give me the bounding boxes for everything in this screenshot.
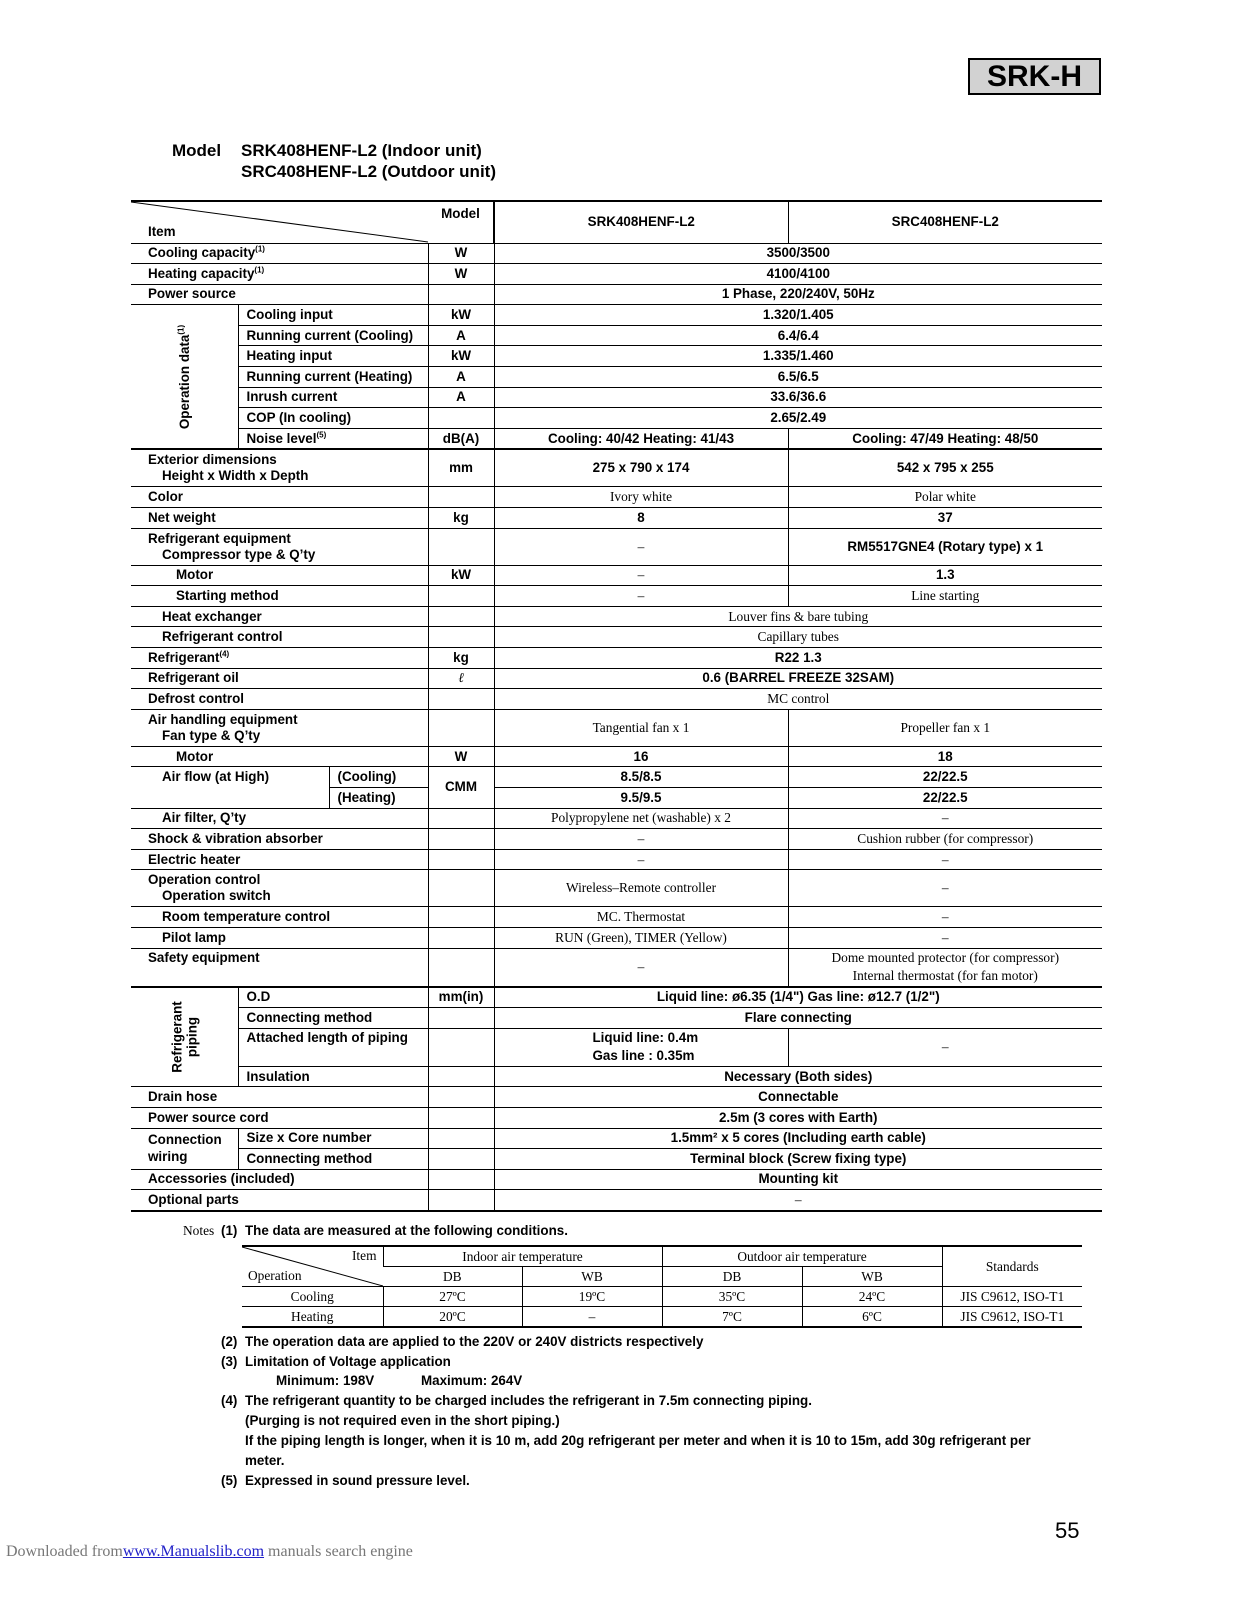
table-row: Running current (Heating) A 6.5/6.5 [131, 367, 1102, 388]
note-3-text: Limitation of Voltage application [245, 1354, 451, 1369]
header-col-outdoor: SRC408HENF-L2 [788, 201, 1102, 243]
table-row: Air handling equipment Fan type & Q’ty Tangential fan x 1 Propeller fan x 1 [131, 709, 1102, 746]
standards-header: Standards [942, 1246, 1082, 1287]
table-row: Safety equipment – Dome mounted protector (for compressor) Internal thermostat (for fan motor) [131, 948, 1102, 987]
table-row: Motor W 16 18 [131, 746, 1102, 767]
conditions-subheader-row: DB WB DB WB [242, 1267, 1082, 1287]
table-row: Inrush current A 33.6/36.6 [131, 387, 1102, 408]
indoor-air-header: Indoor air temperature [383, 1246, 662, 1267]
conditions-diagonal-cell [242, 1246, 383, 1287]
model-outdoor: SRC408HENF-L2 (Outdoor unit) [241, 162, 496, 181]
note-4-line-2: (Purging is not required even in the short piping.) [245, 1413, 560, 1428]
table-row: Insulation Necessary (Both sides) [131, 1066, 1102, 1087]
table-row: Attached length of piping Liquid line: 0.4m Gas line : 0.35m – [131, 1028, 1102, 1066]
note-3-minimum: Minimum: 198V [276, 1373, 375, 1388]
conditions-operation-label: Operation [248, 1268, 302, 1283]
table-row: Noise level$^{(5)}$ dB(A) Cooling: 40/42 Heating: 41/43 Cooling: 47/49 Heating: 48/50 [131, 428, 1102, 449]
note-4-line-3: If the piping length is longer, when it is 10 m, add 20g refrigerant per meter and when it is 10 to 15m, add 30g refrigerant per [245, 1433, 1031, 1448]
page-number: 55 [1055, 1518, 1080, 1543]
notes-label: Notes [183, 1223, 215, 1238]
table-row: Cooling 27ºC 19ºC 35ºC 24ºC JIS C9612, ISO-T1 [242, 1287, 1082, 1307]
table-row: Air filter, Q’ty Polypropylene net (washable) x 2 – [131, 808, 1102, 829]
table-row: Refrigerant$^{(4)}$ kg R22 1.3 [131, 648, 1102, 669]
table-row: COP (In cooling) 2.65/2.49 [131, 408, 1102, 429]
note-5-text: Expressed in sound pressure level. [245, 1473, 470, 1488]
header-model-label: Model [428, 201, 494, 243]
note-4-number: (4) [221, 1393, 238, 1408]
table-header-row [131, 201, 1102, 243]
conditions-header-row [242, 1246, 1082, 1267]
note-1-number: (1) [221, 1223, 238, 1238]
conditions-item-label: Item [351, 1248, 377, 1263]
table-row: Exterior dimensions Height x Width x Depth mm 275 x 790 x 174 542 x 795 x 255 [131, 449, 1102, 487]
table-row: Cooling capacity$^{(1)}$ W 3500/3500 [131, 243, 1102, 264]
note-3-number: (3) [221, 1354, 238, 1369]
table-row: Operation control Operation switch Wireless–Remote controller – [131, 870, 1102, 907]
table-row: Refrigerant equipment Compressor type & Q’ty – RM5517GNE4 (Rotary type) x 1 [131, 528, 1102, 565]
table-row: Net weight kg 8 37 [131, 508, 1102, 529]
table-row: Heat exchanger Louver fins & bare tubing [131, 606, 1102, 627]
test-conditions-table [242, 1245, 1082, 1328]
table-row: Connecting method Terminal block (Screw fixing type) [131, 1149, 1102, 1170]
table-row: Drain hose Connectable [131, 1087, 1102, 1108]
table-row: (Heating) 9.5/9.5 22/22.5 [131, 787, 1102, 808]
note-3-maximum: Maximum: 264V [421, 1373, 523, 1388]
footer-suffix: manuals search engine [264, 1543, 413, 1560]
specification-table [131, 200, 1102, 1212]
table-row: Room temperature control MC. Thermostat – [131, 907, 1102, 928]
table-row: Optional parts – [131, 1190, 1102, 1211]
operation-data-label: Operation data$^{(1)}$ [131, 305, 238, 450]
model-label: Model [172, 141, 222, 160]
table-row: Air flow (at High) (Cooling) CMM 8.5/8.5 22/22.5 [131, 767, 1102, 788]
table-row: Heating input kW 1.335/1.460 [131, 346, 1102, 367]
header-diagonal-cell [131, 201, 428, 243]
table-row: Pilot lamp RUN (Green), TIMER (Yellow) – [131, 927, 1102, 948]
series-badge: SRK-H [968, 58, 1101, 95]
model-heading [172, 140, 496, 182]
header-item-label: Item [148, 224, 176, 239]
table-row: Refrigerant piping O.D mm(in) Liquid line: ø6.35 (1/4") Gas line: ø12.7 (1/2") [131, 987, 1102, 1008]
table-row: Electric heater – – [131, 849, 1102, 870]
header-col-indoor: SRK408HENF-L2 [494, 201, 788, 243]
table-row: Connecting method Flare connecting [131, 1008, 1102, 1029]
download-footer [6, 1543, 413, 1561]
table-row: Defrost control MC control [131, 689, 1102, 710]
footer-prefix: Downloaded from [6, 1543, 123, 1560]
table-row: Refrigerant control Capillary tubes [131, 627, 1102, 648]
note-1-text: The data are measured at the following conditions. [245, 1223, 568, 1238]
table-row: Running current (Cooling) A 6.4/6.4 [131, 325, 1102, 346]
note-4-line-4: meter. [245, 1453, 285, 1468]
table-row: Motor kW – 1.3 [131, 565, 1102, 586]
model-indoor: SRK408HENF-L2 (Indoor unit) [241, 141, 482, 160]
table-row: Refrigerant oil ℓ 0.6 (BARREL FREEZE 32SAM) [131, 668, 1102, 689]
table-row: Shock & vibration absorber – Cushion rubber (for compressor) [131, 829, 1102, 850]
table-row: Accessories (included) Mounting kit [131, 1169, 1102, 1190]
note-4-line-1: The refrigerant quantity to be charged includes the refrigerant in 7.5m connecting piping. [245, 1393, 812, 1408]
note-2-text: The operation data are applied to the 220V or 240V districts respectively [245, 1334, 704, 1349]
table-row: Power source cord 2.5m (3 cores with Earth) [131, 1107, 1102, 1128]
table-row: Power source 1 Phase, 220/240V, 50Hz [131, 284, 1102, 305]
table-row: Heating capacity$^{(1)}$ W 4100/4100 [131, 264, 1102, 285]
refrigerant-piping-label: Refrigerant piping [131, 987, 238, 1087]
note-2-number: (2) [221, 1334, 238, 1349]
table-row: Heating 20ºC – 7ºC 6ºC JIS C9612, ISO-T1 [242, 1307, 1082, 1328]
table-row: Starting method – Line starting [131, 586, 1102, 607]
table-row: Operation data$^{(1)}$ Cooling input kW 1.320/1.405 [131, 305, 1102, 326]
manualslib-link[interactable]: www.Manualslib.com [122, 1543, 265, 1560]
table-row: Color Ivory white Polar white [131, 487, 1102, 508]
outdoor-air-header: Outdoor air temperature [662, 1246, 942, 1267]
note-5-number: (5) [221, 1473, 238, 1488]
table-row: Connection wiring Size x Core number 1.5mm² x 5 cores (Including earth cable) [131, 1128, 1102, 1149]
